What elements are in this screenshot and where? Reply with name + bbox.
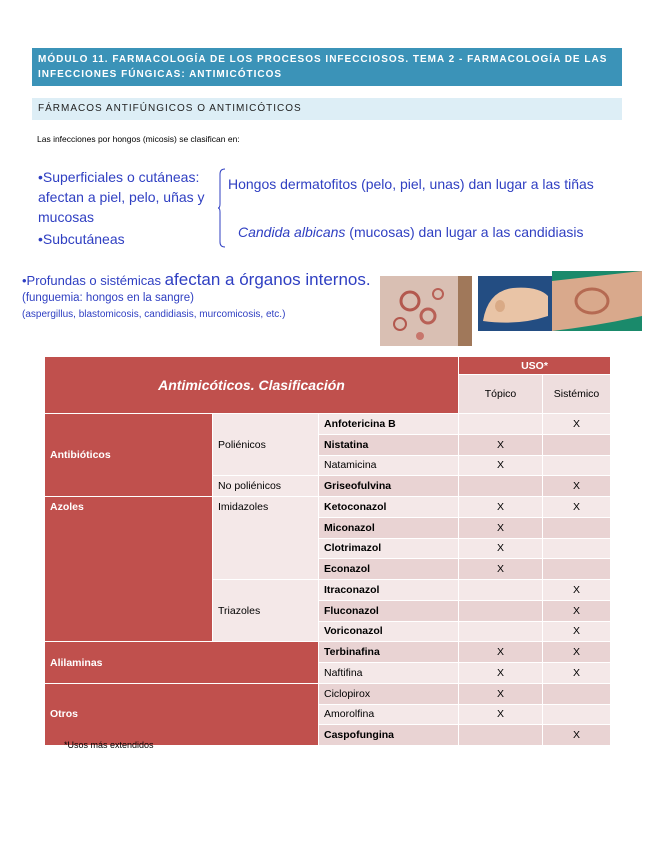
- candida-text: [238, 224, 584, 240]
- subgroup-triazoles: Triazoles: [213, 580, 319, 642]
- uso-header: USO*: [459, 357, 611, 375]
- sistemico-value: [543, 704, 611, 725]
- sistemico-value: X: [543, 642, 611, 663]
- sistemico-value: X: [543, 663, 611, 684]
- drug-name: Anfotericina B: [319, 414, 459, 435]
- topico-value: X: [459, 642, 543, 663]
- topico-value: X: [459, 663, 543, 684]
- drug-name: Natamicina: [319, 455, 459, 476]
- module-header: [32, 48, 622, 86]
- drug-name: Itraconazol: [319, 580, 459, 601]
- candida-desc: (mucosas) dan lugar a las candidiasis: [345, 224, 584, 240]
- sistemico-value: [543, 455, 611, 476]
- table-title: Antimicóticos. Clasificación: [45, 357, 459, 414]
- drug-name: Caspofungina: [319, 725, 459, 746]
- topico-value: X: [459, 497, 543, 518]
- sistemico-header: Sistémico: [543, 375, 611, 414]
- sistemico-value: X: [543, 600, 611, 621]
- deep-type: [22, 270, 371, 290]
- subgroup-imidazoles: Imidazoles: [213, 497, 319, 580]
- brace-icon: [218, 168, 226, 248]
- topico-value: [459, 621, 543, 642]
- sistemico-value: X: [543, 497, 611, 518]
- drug-name: Fluconazol: [319, 600, 459, 621]
- category-azoles: Azoles: [45, 497, 213, 642]
- drug-name: Ciclopirox: [319, 683, 459, 704]
- category-alilaminas: Alilaminas: [45, 642, 319, 684]
- topico-value: [459, 600, 543, 621]
- footnote: *Usos más extendidos: [64, 740, 154, 750]
- candida-species: Candida albicans: [238, 224, 346, 240]
- drug-name: Ketoconazol: [319, 497, 459, 518]
- arm-lesion-photo: [552, 271, 642, 331]
- drug-name: Naftifina: [319, 663, 459, 684]
- sistemico-value: [543, 559, 611, 580]
- drug-name: Clotrimazol: [319, 538, 459, 559]
- topico-value: X: [459, 559, 543, 580]
- topico-value: X: [459, 455, 543, 476]
- subcutaneous-type: •Subcutáneas: [38, 231, 125, 247]
- section-title: FÁRMACOS ANTIFÚNGICOS O ANTIMICÓTICOS: [38, 103, 302, 114]
- sistemico-value: [543, 517, 611, 538]
- intro-text: Las infecciones por hongos (micosis) se clasifican en:: [37, 134, 240, 144]
- topico-value: [459, 580, 543, 601]
- deep-emphasis: afectan a órganos internos.: [164, 270, 371, 289]
- topico-value: X: [459, 434, 543, 455]
- subgroup-polienicos: Poliénicos: [213, 414, 319, 476]
- category-antibioticos: Antibióticos: [45, 414, 213, 497]
- topico-value: X: [459, 704, 543, 725]
- topico-value: X: [459, 538, 543, 559]
- module-title: MÓDULO 11. FARMACOLOGÍA DE LOS PROCESOS INFECCIOSOS. TEMA 2 - FARMACOLOGÍA DE LAS INFECCIONES FÚNGICAS: ANTIMICÓTICOS: [38, 54, 608, 80]
- drug-name: Terbinafina: [319, 642, 459, 663]
- sistemico-value: [543, 434, 611, 455]
- drug-name: Econazol: [319, 559, 459, 580]
- drug-name: Griseofulvina: [319, 476, 459, 497]
- category-otros: Otros: [45, 683, 319, 745]
- sistemico-value: X: [543, 621, 611, 642]
- sistemico-value: X: [543, 476, 611, 497]
- topico-value: [459, 414, 543, 435]
- drug-name: Amorolfina: [319, 704, 459, 725]
- fungemia-text: (funguemia: hongos en la sangre): [22, 292, 194, 304]
- drug-name: Nistatina: [319, 434, 459, 455]
- dermatophytes-text: Hongos dermatofitos (pelo, piel, unas) dan lugar a las tiñas: [228, 176, 594, 192]
- section-header: [32, 98, 622, 120]
- superficial-type: •Superficiales o cutáneas: afectan a piel, pelo, uñas y mucosas: [38, 169, 205, 225]
- skin-lesion-photo: [380, 276, 472, 346]
- topico-value: [459, 476, 543, 497]
- drug-name: Miconazol: [319, 517, 459, 538]
- sistemico-value: X: [543, 414, 611, 435]
- sistemico-value: X: [543, 725, 611, 746]
- sistemico-value: [543, 538, 611, 559]
- topico-value: [459, 725, 543, 746]
- sistemico-value: X: [543, 580, 611, 601]
- topico-value: X: [459, 517, 543, 538]
- drug-name: Voriconazol: [319, 621, 459, 642]
- sistemico-value: [543, 683, 611, 704]
- topico-header: Tópico: [459, 375, 543, 414]
- topico-value: X: [459, 683, 543, 704]
- examples-text: (aspergillus, blastomicosis, candidiasis, murcomicosis, etc.): [22, 309, 286, 320]
- subgroup-no-polienicos: No poliénicos: [213, 476, 319, 497]
- deep-prefix: •Profundas o sistémicas: [22, 273, 165, 288]
- foot-photo: [478, 276, 553, 331]
- antifungal-classification-table: [44, 356, 611, 746]
